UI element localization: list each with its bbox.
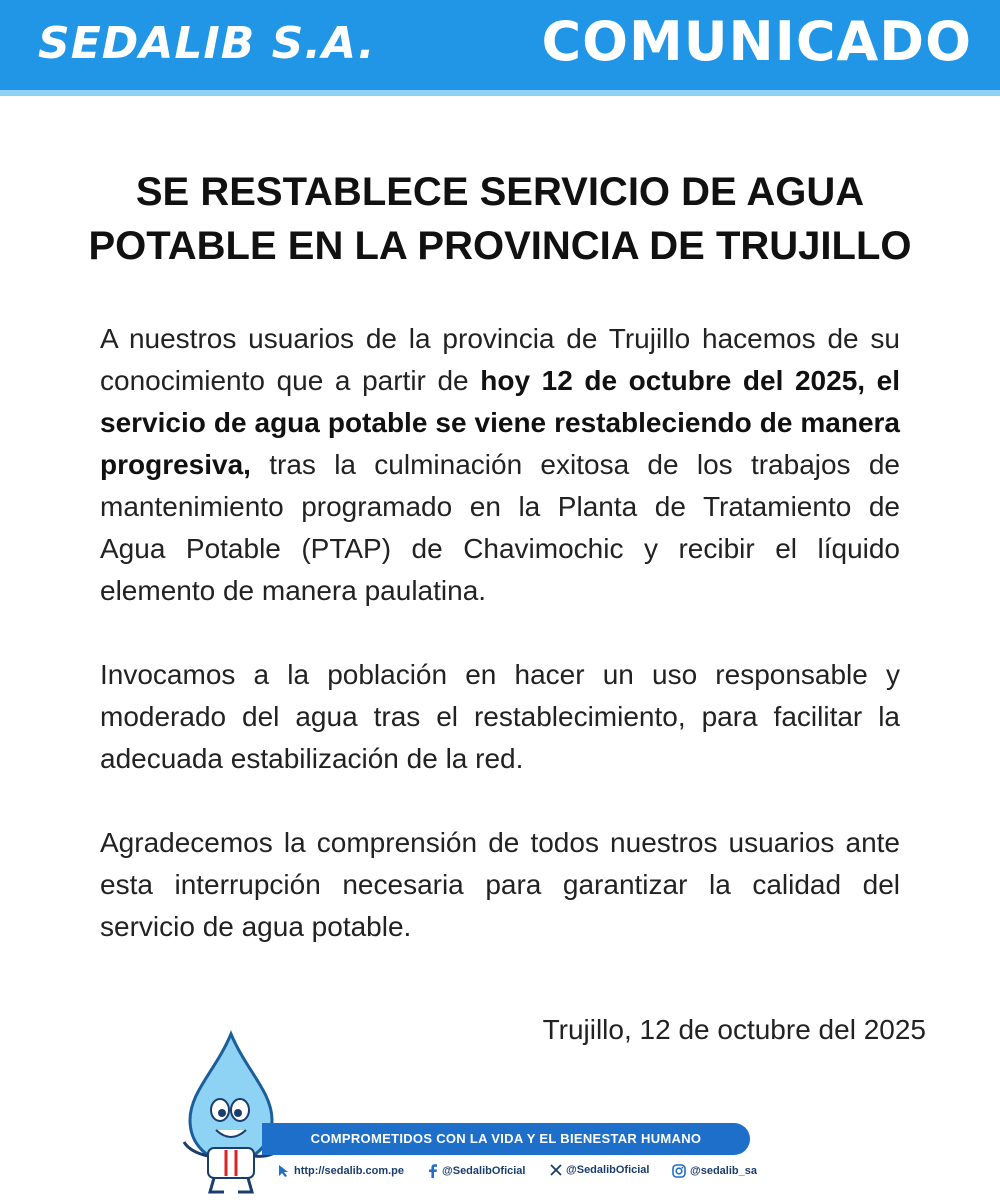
cursor-icon bbox=[278, 1164, 290, 1178]
brand-logo: SEDALIB S.A. bbox=[38, 18, 376, 69]
x-icon bbox=[550, 1164, 562, 1176]
header-bar bbox=[0, 0, 1000, 96]
slogan-text: COMPROMETIDOS CON LA VIDA Y EL BIENESTAR HUMANO bbox=[310, 1131, 702, 1146]
x-text: @SedalibOficial bbox=[566, 1164, 650, 1176]
paragraph-2: Invocamos a la población en hacer un uso responsable y moderado del agua tras el restablecimiento, para facilitar la adecuada estabilización de la red. bbox=[100, 659, 900, 774]
page-title: SE RESTABLECE SERVICIO DE AGUA POTABLE EN LA PROVINCIA DE TRUJILLO bbox=[88, 170, 912, 268]
x-link[interactable] bbox=[550, 1164, 649, 1176]
instagram-icon bbox=[672, 1164, 686, 1178]
instagram-text: @sedalib_sa bbox=[690, 1165, 757, 1177]
website-link[interactable] bbox=[278, 1164, 404, 1178]
slogan-banner bbox=[262, 1123, 750, 1155]
facebook-link[interactable] bbox=[428, 1164, 525, 1178]
highlight-text: hoy 12 de octubre del 2025, el servicio de agua potable se viene restableciendo de manera progresiva, bbox=[100, 365, 901, 480]
website-text: http://sedalib.com.pe bbox=[294, 1165, 405, 1177]
announcement-body bbox=[100, 318, 900, 990]
paragraph-3: Agradecemos la comprensión de todos nuestros usuarios ante esta interrupción necesaria para garantizar la calidad del servicio de agua potable. bbox=[100, 827, 900, 942]
water-drop-mascot-icon bbox=[176, 1030, 286, 1195]
instagram-link[interactable] bbox=[672, 1164, 757, 1178]
paragraph-1: A nuestros usuarios de la provincia de Trujillo hacemos de su conocimiento que a partir de hoy 12 de octubre del 2025, el servicio de agua potable se viene restableciendo de manera progresiva, tras la culminación exitosa de los trabajos de mantenimiento programado en la Planta de Tratamiento de Agua Potable (PTAP) de Chavimochic y recibir el líquido elemento de manera paulatina. bbox=[100, 323, 901, 606]
date-line: Trujillo, 12 de octubre del 2025 bbox=[542, 1014, 926, 1045]
facebook-text: @SedalibOficial bbox=[442, 1165, 526, 1177]
comunicado-label: COMUNICADO bbox=[541, 10, 972, 73]
facebook-icon bbox=[428, 1164, 438, 1178]
